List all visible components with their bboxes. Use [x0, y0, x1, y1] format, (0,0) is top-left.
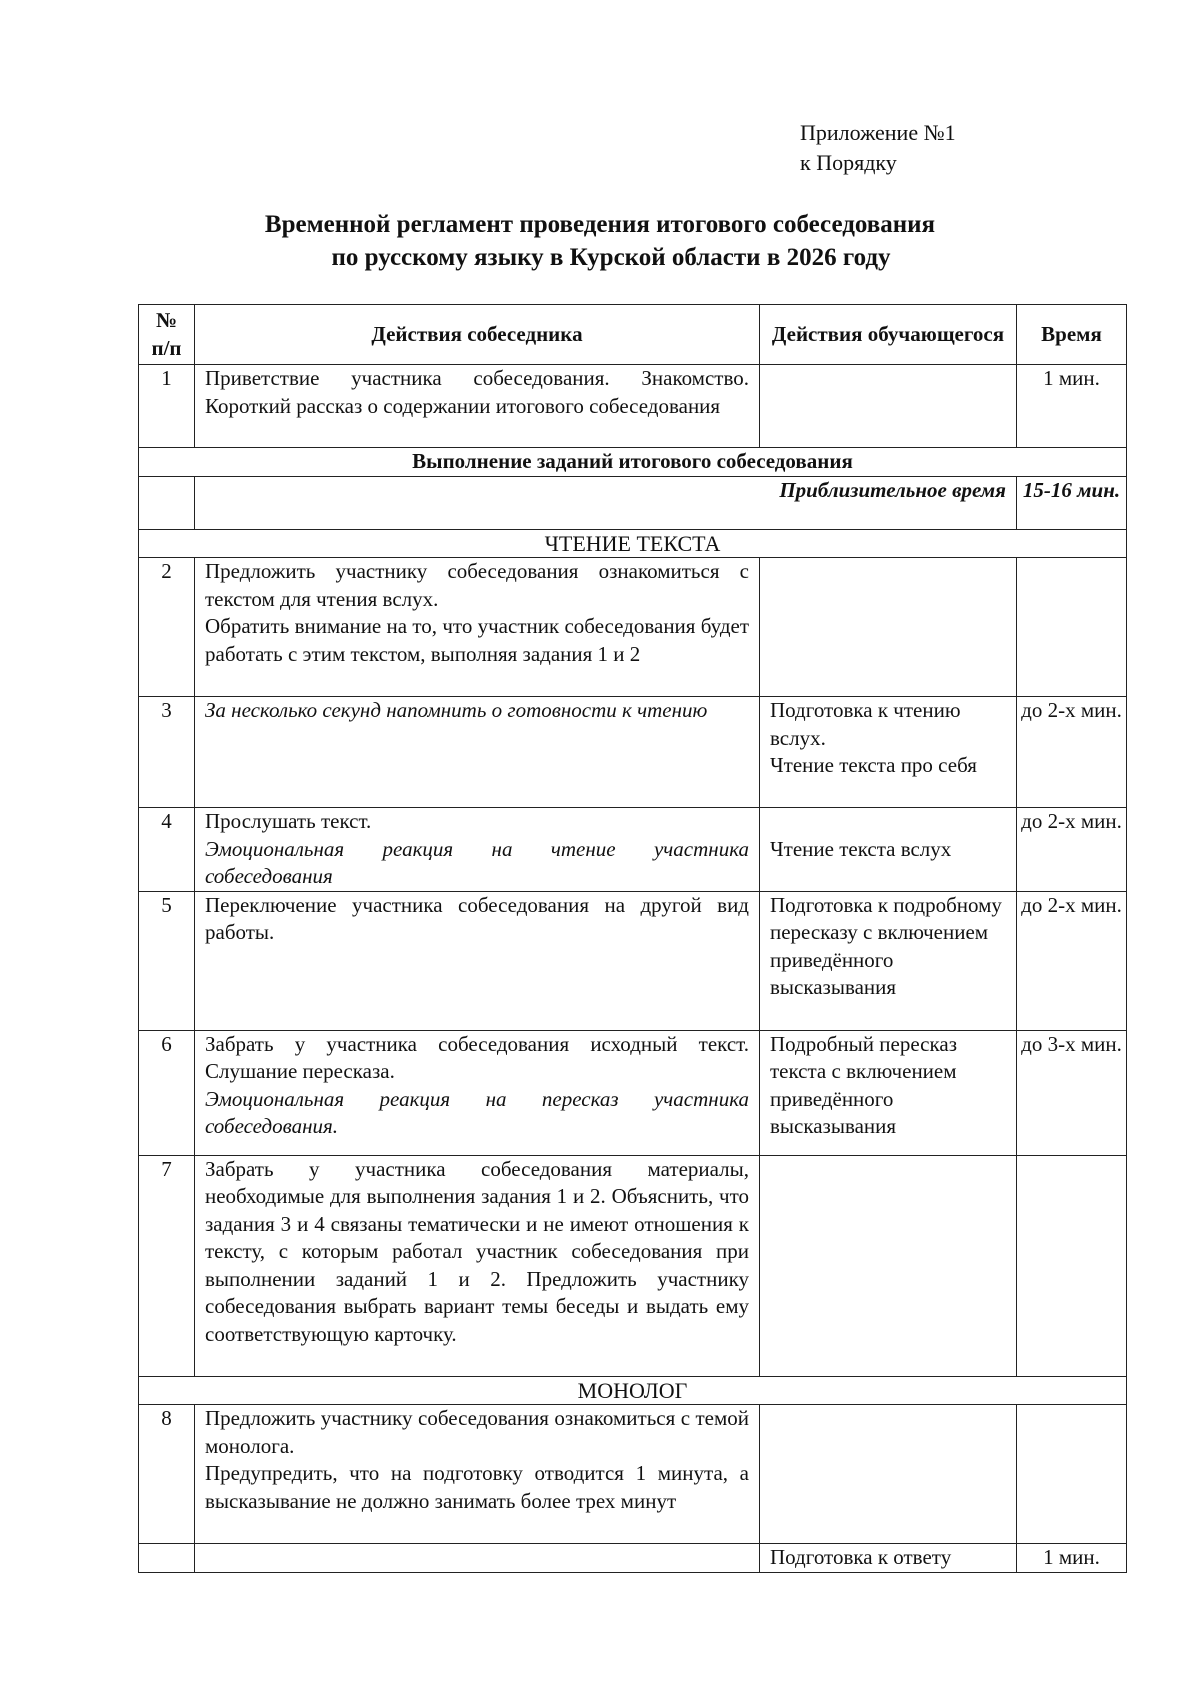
- action-paragraph: Предупредить, что на подготовку отводится 1 минута, а высказывание не должно занимать более трех минут: [205, 1461, 749, 1513]
- annex-number: Приложение №1: [800, 120, 956, 145]
- duration: [1017, 1405, 1127, 1544]
- header-student: Действия обучающегося: [760, 305, 1017, 365]
- row-num: 8: [139, 1405, 195, 1544]
- title-line-1: Временной регламент проведения итогового собеседования: [264, 211, 936, 238]
- duration: 1 мин.: [1017, 365, 1127, 448]
- row-num: 1: [139, 365, 195, 448]
- interviewer-action: За несколько секунд напомнить о готовности к чтению: [195, 697, 760, 808]
- duration: до 3-х мин.: [1017, 1030, 1127, 1155]
- section-row-reading: [139, 529, 1127, 558]
- row-num: [139, 1544, 195, 1573]
- duration: [1017, 1155, 1127, 1376]
- document-title: [0, 208, 1200, 274]
- student-action: [760, 365, 1017, 448]
- interviewer-action: [195, 1544, 760, 1573]
- table-row: [139, 1405, 1127, 1544]
- interviewer-action: Забрать у участника собеседования материалы, необходимые для выполнения задания 1 и 2. Объяснить, что задания 3 и 4 связаны тематически и не имеют отношения к тексту, с которым работал участник собеседования при выполнении заданий 1 и 2. Предложить участнику собеседования выбрать вариант темы беседы и выдать ему соответствующую карточку.: [195, 1155, 760, 1376]
- student-action: Чтение текста вслух: [760, 808, 1017, 892]
- action-paragraph: Предложить участнику собеседования ознакомиться с темой монолога.: [205, 1406, 749, 1458]
- section-title: МОНОЛОГ: [139, 1376, 1127, 1405]
- interviewer-action: [195, 808, 760, 892]
- table-row: [139, 1030, 1127, 1155]
- action-paragraph: Предложить участнику собеседования ознакомиться с текстом для чтения вслух.: [205, 559, 749, 611]
- student-action: Подробный пересказ текста с включением приведённого высказывания: [760, 1030, 1017, 1155]
- duration: до 2-х мин.: [1017, 891, 1127, 1030]
- table-row: [139, 558, 1127, 697]
- action-paragraph: Прослушать текст.: [205, 809, 372, 833]
- table-row: [139, 808, 1127, 892]
- section-row-tasks: [139, 448, 1127, 477]
- table-row: [139, 1155, 1127, 1376]
- table-row: [139, 1544, 1127, 1573]
- student-action: Подготовка к подробному пересказу с включением приведённого высказывания: [760, 891, 1017, 1030]
- duration: 1 мин.: [1017, 1544, 1127, 1573]
- action-paragraph: Эмоциональная реакция на пересказ участника собеседования.: [205, 1086, 749, 1138]
- title-line-2: по русскому языку в Курской области в 2026 году: [331, 244, 891, 271]
- section-row-monologue: [139, 1376, 1127, 1405]
- interviewer-action: [195, 1405, 760, 1544]
- student-action: [760, 558, 1017, 697]
- interviewer-action: Переключение участника собеседования на другой вид работы.: [195, 891, 760, 1030]
- interviewer-action: [195, 1030, 760, 1155]
- action-paragraph: Эмоциональная реакция на чтение участника собеседования: [205, 836, 749, 888]
- annex-note: [800, 118, 956, 178]
- student-action: [760, 1405, 1017, 1544]
- student-step: Подготовка к чтению вслух.: [770, 698, 961, 750]
- header-time: Время: [1017, 305, 1127, 365]
- student-action: [760, 1155, 1017, 1376]
- header-interviewer: Действия собеседника: [195, 305, 760, 365]
- student-step: Чтение текста про себя: [770, 753, 977, 777]
- interviewer-action: [195, 558, 760, 697]
- duration: до 2-х мин.: [1017, 697, 1127, 808]
- action-paragraph: Обратить внимание на то, что участник собеседования будет работать с этим текстом, выполняя задания 1 и 2: [205, 614, 749, 666]
- duration: [1017, 558, 1127, 697]
- interviewer-action: Приветствие участника собеседования. Знакомство. Короткий рассказ о содержании итогового собеседования: [195, 365, 760, 448]
- approx-time-value: 15-16 мин.: [1017, 476, 1127, 529]
- action-paragraph: Забрать у участника собеседования исходный текст. Слушание пересказа.: [205, 1031, 749, 1083]
- empty-cell: [139, 476, 195, 529]
- approx-time-row: [139, 476, 1127, 529]
- row-num: 4: [139, 808, 195, 892]
- section-title: Выполнение заданий итогового собеседования: [139, 448, 1127, 477]
- student-action: Подготовка к ответу: [760, 1544, 1017, 1573]
- row-num: 6: [139, 1030, 195, 1155]
- section-title: ЧТЕНИЕ ТЕКСТА: [139, 529, 1127, 558]
- row-num: 7: [139, 1155, 195, 1376]
- row-num: 2: [139, 558, 195, 697]
- row-num: 3: [139, 697, 195, 808]
- annex-reference: к Порядку: [800, 150, 897, 175]
- table-row: [139, 891, 1127, 1030]
- row-num: 5: [139, 891, 195, 1030]
- schedule-table: [138, 304, 1127, 1573]
- student-action: [760, 697, 1017, 808]
- table-header-row: [139, 305, 1127, 365]
- header-num: № п/п: [139, 305, 195, 365]
- table-row: [139, 697, 1127, 808]
- table-row: [139, 365, 1127, 448]
- approx-time-label: Приблизительное время: [195, 476, 1017, 529]
- duration: до 2-х мин.: [1017, 808, 1127, 892]
